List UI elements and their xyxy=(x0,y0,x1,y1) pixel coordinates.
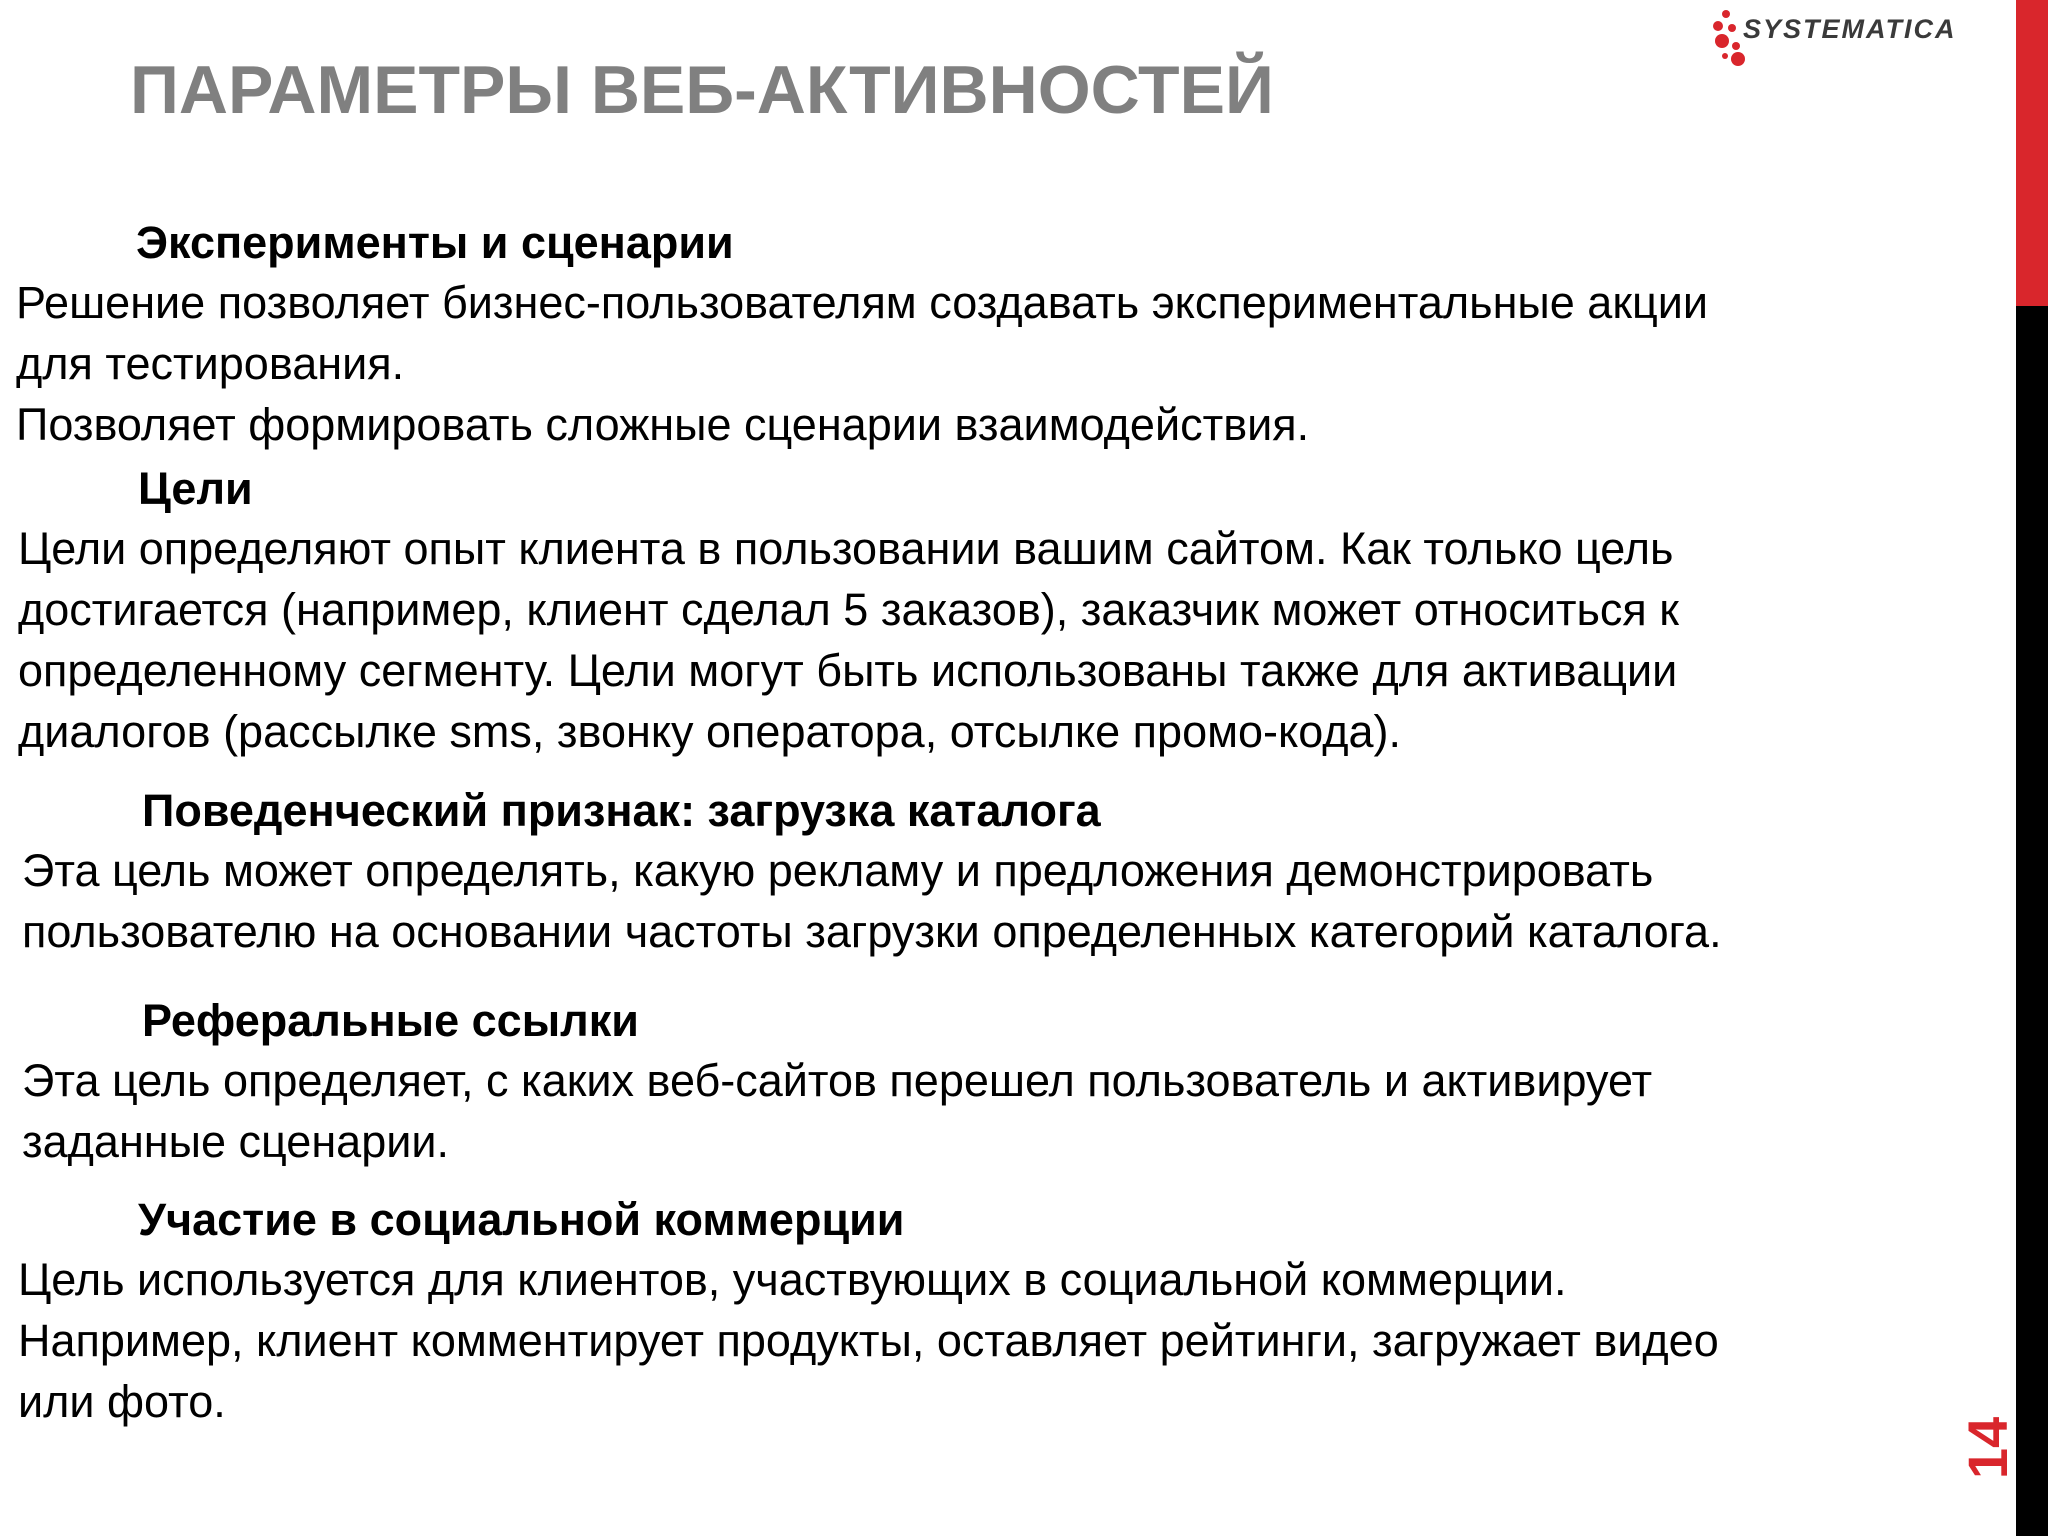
body-line: Решение позволяет бизнес-пользователям создавать экспериментальные акции xyxy=(16,277,1709,328)
systematica-logo xyxy=(1708,4,2008,74)
body-line: или фото. xyxy=(18,1376,226,1427)
section-body xyxy=(22,840,1722,962)
body-line: для тестирования. xyxy=(16,338,405,389)
body-line: Цель используется для клиентов, участвующих в социальной коммерции. xyxy=(18,1254,1567,1305)
section-heading: Участие в социальной коммерции xyxy=(138,1194,905,1245)
body-line: Эта цель определяет, с каких веб-сайтов перешел пользователь и активирует xyxy=(22,1055,1653,1106)
slide-title: ПАРАМЕТРЫ ВЕБ-АКТИВНОСТЕЙ xyxy=(130,52,1274,128)
page-number: 14 xyxy=(1956,1416,2019,1480)
section-experiments xyxy=(16,214,1708,455)
body-line: пользователю на основании частоты загрузки определенных категорий каталога. xyxy=(22,906,1722,957)
accent-bar-red xyxy=(2016,0,2048,306)
section-goals xyxy=(18,460,1679,762)
section-body xyxy=(18,1249,1719,1432)
section-body xyxy=(16,272,1708,455)
body-line: определенному сегменту. Цели могут быть использованы также для активации xyxy=(18,645,1678,696)
section-heading: Реферальные ссылки xyxy=(142,995,639,1046)
section-behavior xyxy=(22,782,1722,962)
body-line: Цели определяют опыт клиента в пользовании вашим сайтом. Как только цель xyxy=(18,523,1674,574)
logo-dots-icon xyxy=(1708,4,1748,74)
section-social-commerce xyxy=(18,1191,1719,1432)
body-line: достигается (например, клиент сделал 5 заказов), заказчик может относиться к xyxy=(18,584,1679,635)
section-heading: Эксперименты и сценарии xyxy=(136,217,734,268)
body-line: Эта цель может определять, какую рекламу и предложения демонстрировать xyxy=(22,845,1654,896)
body-line: заданные сценарии. xyxy=(22,1116,449,1167)
body-line: Например, клиент комментирует продукты, оставляет рейтинги, загружает видео xyxy=(18,1315,1719,1366)
body-line: Позволяет формировать сложные сценарии взаимодействия. xyxy=(16,399,1310,450)
section-body xyxy=(18,518,1679,762)
section-body xyxy=(22,1050,1652,1172)
section-heading: Поведенческий признак: загрузка каталога xyxy=(142,785,1101,836)
section-referral xyxy=(22,992,1652,1172)
logo-text: SYSTEMATICA xyxy=(1743,14,1957,44)
section-heading: Цели xyxy=(138,463,253,514)
accent-bar-black xyxy=(2016,306,2048,1536)
body-line: диалогов (рассылке sms, звонку оператора, отсылке промо-кода). xyxy=(18,706,1402,757)
